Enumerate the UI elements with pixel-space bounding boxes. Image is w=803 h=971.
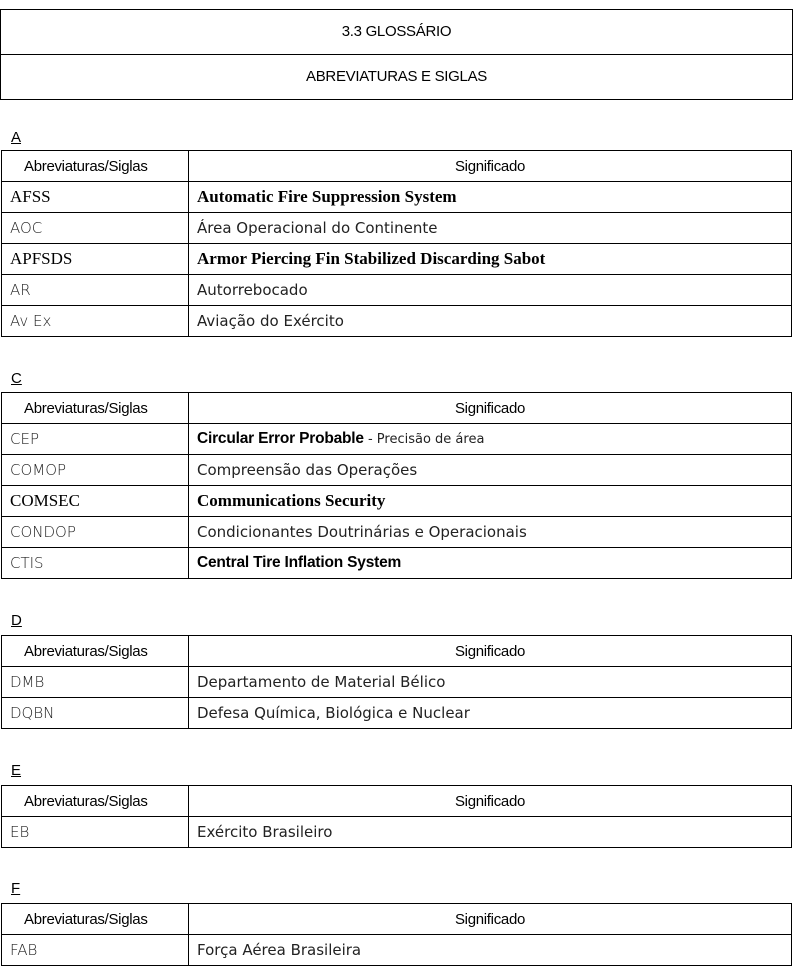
table-row (2, 455, 792, 486)
header-meaning: Significado (189, 393, 792, 424)
section-letter: E (11, 762, 22, 779)
section-letter: F (11, 880, 21, 897)
section-letter: D (11, 612, 22, 629)
meaning-cell (189, 424, 792, 455)
abbr-cell: DQBN (2, 698, 189, 729)
header-meaning: Significado (189, 786, 792, 817)
meaning-cell: Autorrebocado (189, 275, 792, 306)
meaning-cell: Condicionantes Doutrinárias e Operacionais (189, 517, 792, 548)
table-row (2, 306, 792, 337)
meaning-cell: Central Tire Inflation System (189, 548, 792, 579)
abbr-cell: COMOP (2, 455, 189, 486)
abbr-cell: COMSEC (2, 486, 189, 517)
table-row (2, 486, 792, 517)
glossary-table (1, 785, 792, 848)
meaning-cell: Communications Security (189, 486, 792, 517)
abbr-cell: Av Ex (2, 306, 189, 337)
header-abbr: Abreviaturas/Siglas (2, 786, 189, 817)
table-row (2, 275, 792, 306)
table-header-row (2, 393, 792, 424)
glossary-table (1, 392, 792, 579)
abbr-cell: FAB (2, 935, 189, 966)
table-row (2, 817, 792, 848)
meaning-cell: Força Aérea Brasileira (189, 935, 792, 966)
meaning-cell: Automatic Fire Suppression System (189, 182, 792, 213)
abbr-cell: AFSS (2, 182, 189, 213)
header-meaning: Significado (189, 904, 792, 935)
glossary-table (1, 903, 792, 966)
section-letter: A (11, 129, 22, 146)
abbr-cell: APFSDS (2, 244, 189, 275)
meaning-cell: Área Operacional do Continente (189, 213, 792, 244)
table-header-row (2, 151, 792, 182)
abbr-cell: AR (2, 275, 189, 306)
table-row (2, 213, 792, 244)
section-letter: C (11, 370, 22, 387)
table-row (2, 698, 792, 729)
meaning-cell: Departamento de Material Bélico (189, 667, 792, 698)
table-row (2, 667, 792, 698)
table-row (2, 424, 792, 455)
abbr-cell: CTIS (2, 548, 189, 579)
abbr-cell: CEP (2, 424, 189, 455)
glossary-title: 3.3 GLOSSÁRIO (0, 9, 793, 55)
header-abbr: Abreviaturas/Siglas (2, 636, 189, 667)
header-meaning: Significado (189, 151, 792, 182)
meaning-note: - Precisão de área (363, 432, 485, 447)
meaning-cell: Defesa Química, Biológica e Nuclear (189, 698, 792, 729)
abbr-cell: CONDOP (2, 517, 189, 548)
table-header-row (2, 786, 792, 817)
glossary-table (1, 635, 792, 729)
glossary-subtitle: ABREVIATURAS E SIGLAS (0, 54, 793, 100)
table-row (2, 182, 792, 213)
abbr-cell: AOC (2, 213, 189, 244)
meaning-cell: Aviação do Exército (189, 306, 792, 337)
glossary-table (1, 150, 792, 337)
table-row (2, 548, 792, 579)
abbr-cell: EB (2, 817, 189, 848)
table-row (2, 935, 792, 966)
header-abbr: Abreviaturas/Siglas (2, 151, 189, 182)
meaning-cell: Compreensão das Operações (189, 455, 792, 486)
table-row (2, 517, 792, 548)
table-header-row (2, 636, 792, 667)
header-abbr: Abreviaturas/Siglas (2, 393, 189, 424)
meaning-cell: Armor Piercing Fin Stabilized Discarding Sabot (189, 244, 792, 275)
header-meaning: Significado (189, 636, 792, 667)
abbr-cell: DMB (2, 667, 189, 698)
table-row (2, 244, 792, 275)
header-abbr: Abreviaturas/Siglas (2, 904, 189, 935)
meaning-cell: Exército Brasileiro (189, 817, 792, 848)
meaning-text: Circular Error Probable (197, 430, 364, 447)
table-header-row (2, 904, 792, 935)
